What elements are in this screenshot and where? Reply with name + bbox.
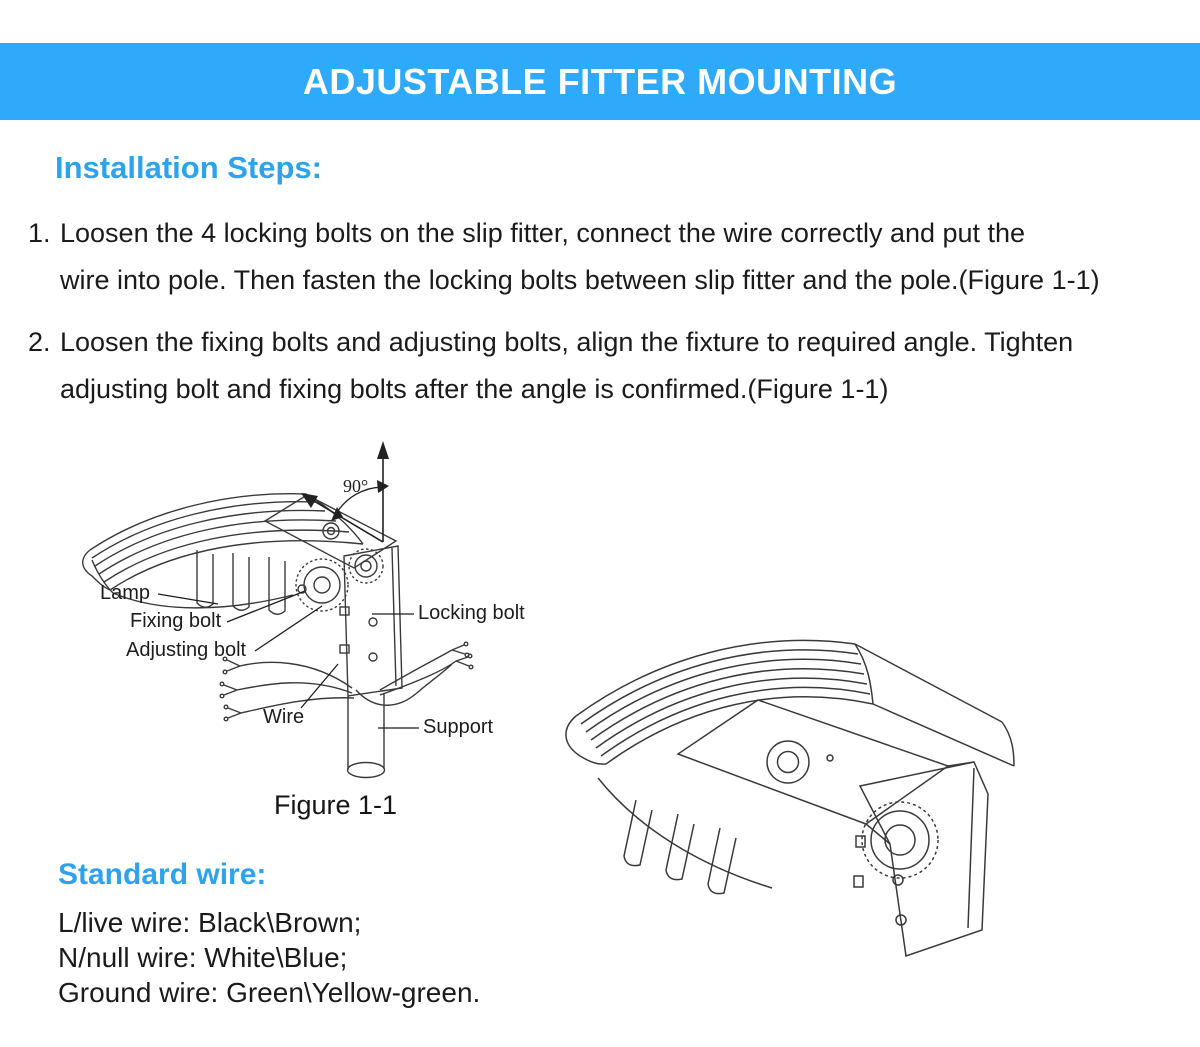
step-1-line-1: Loosen the 4 locking bolts on the slip fitter, connect the wire correctly and put the [60,218,1026,248]
label-fixing-bolt: Fixing bolt [130,610,222,632]
label-wire: Wire [263,706,305,728]
label-lamp: Lamp [100,582,151,604]
step-2-number: 2. [28,327,51,357]
label-adjusting-bolt: Adjusting bolt [126,639,247,661]
standard-wire-list [58,905,480,1010]
right-fixture-drawing [566,640,1014,956]
step-2-line-1: Loosen the fixing bolts and adjusting bolts, align the fixture to required angle. Tighten [60,327,1074,357]
standard-wire-heading: Standard wire: [58,858,267,891]
label-locking-bolt: Locking bolt [418,602,525,624]
wire-line-null: N/null wire: White\Blue; [58,942,348,973]
figure-caption: Figure 1-1 [274,790,398,820]
banner-title: ADJUSTABLE FITTER MOUNTING [302,61,898,102]
step-2-line-2: adjusting bolt and fixing bolts after the angle is confirmed.(Figure 1-1) [60,374,889,404]
label-support: Support [423,716,494,738]
installation-heading: Installation Steps: [55,150,322,185]
wire-line-ground: Ground wire: Green\Yellow-green. [58,977,481,1008]
angle-label: 90° [343,476,369,496]
step-1-line-2: wire into pole. Then fasten the locking bolts between slip fitter and the pole.(Figure 1-1) [60,265,1100,295]
wire-line-live: L/live wire: Black\Brown; [58,907,362,938]
step-1-number: 1. [28,218,51,248]
